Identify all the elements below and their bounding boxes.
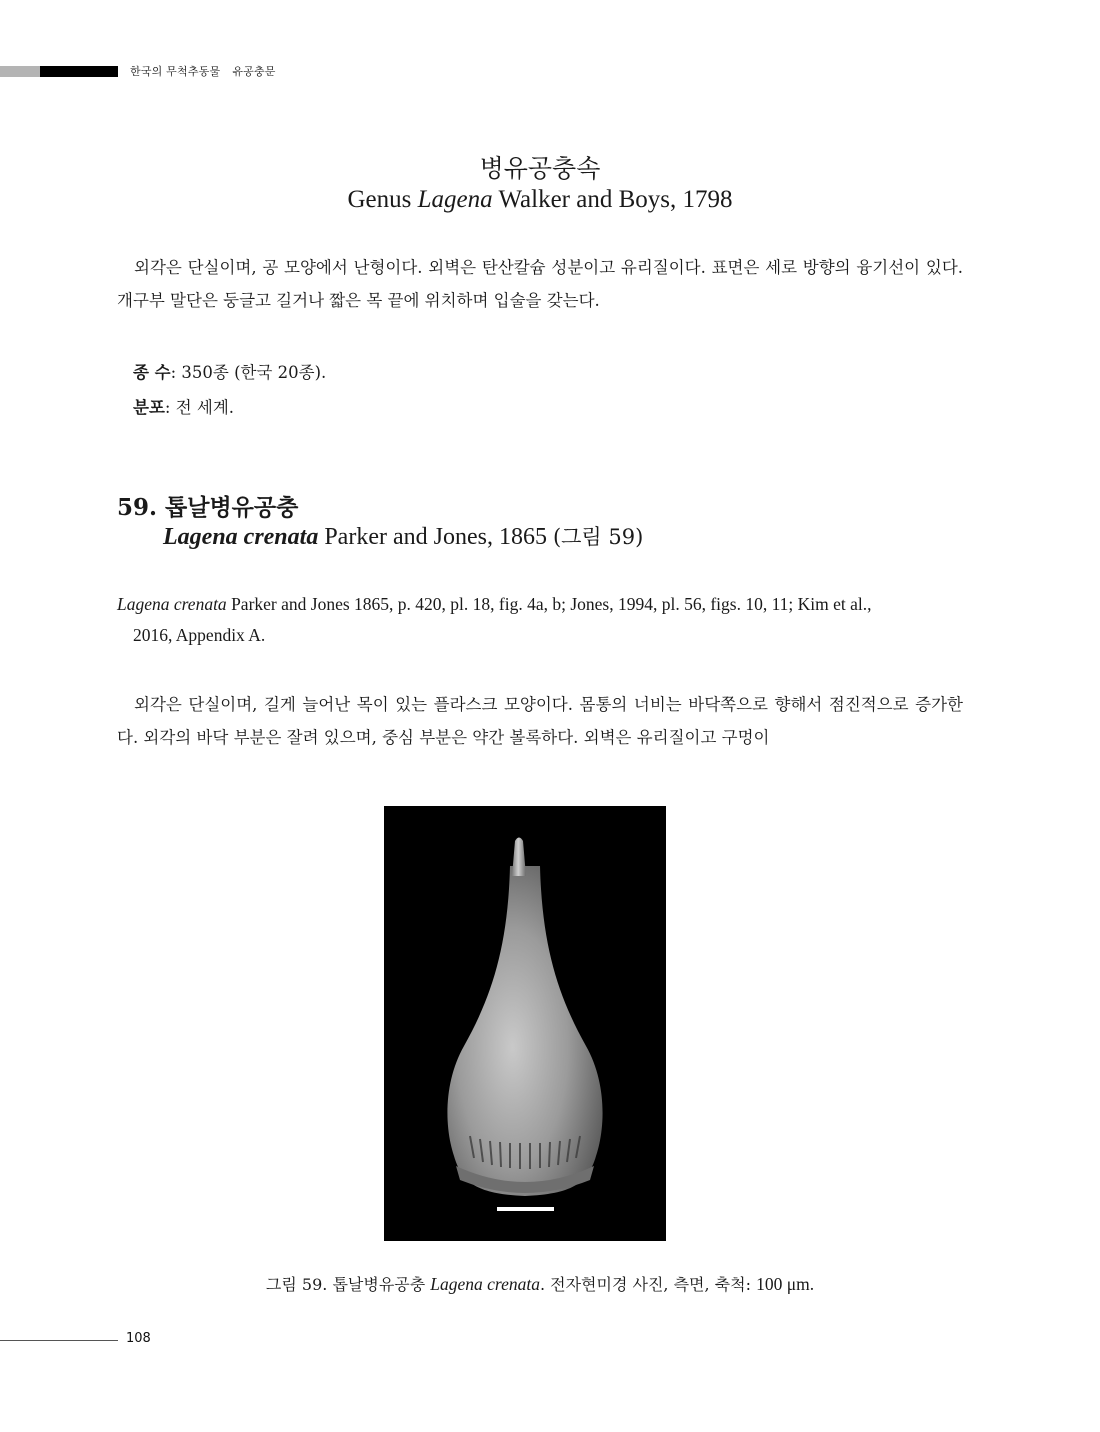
running-head: [130, 63, 276, 79]
synonymy-name: Lagena crenata: [117, 594, 227, 614]
genus-description: 외각은 단실이며, 공 모양에서 난형이다. 외벽은 탄산칼슘 성분이고 유리질이다. 표면은 세로 방향의 융기선이 있다. 개구부 말단은 둥글고 길거나 짧은 목 끝에 위치하며 입술을 갖는다.: [117, 258, 963, 310]
species-scientific-name: [163, 521, 643, 551]
genus-prefix: Genus: [347, 186, 418, 213]
header-bar-black: [40, 66, 118, 77]
foraminifera-specimen-image: [384, 806, 666, 1241]
genus-scientific-title: [0, 186, 1080, 214]
distribution: [133, 394, 234, 418]
running-subtitle: 유공충문: [232, 65, 276, 78]
species-description: 외각은 단실이며, 길게 늘어난 목이 있는 플라스크 모양이다. 몸통의 너비는 바닥쪽으로 향해서 점진적으로 증가한다. 외각의 바닥 부분은 잘려 있으며, 중심 부분은 약간 볼록하다. 외벽은 유리질이고 구멍이: [117, 695, 963, 747]
specimen-body: [447, 866, 602, 1196]
caption-rest: . 전자현미경 사진, 측면, 축척:: [539, 1275, 757, 1294]
page-number: 108: [126, 1331, 151, 1346]
species-authority: Parker and Jones, 1865: [318, 524, 553, 550]
distribution-value: : 전 세계.: [164, 398, 235, 417]
caption-scale: 100 μm.: [756, 1274, 815, 1294]
synonymy-line1: Parker and Jones 1865, p. 420, pl. 18, fig. 4a, b; Jones, 1994, pl. 56, figs. 10, 11; Kim et al.,: [226, 594, 872, 614]
species-heading: 59. 톱날병유공충: [117, 494, 299, 521]
running-title: 한국의 무척추동물: [130, 65, 221, 78]
species-figure-ref: (그림 59): [552, 525, 644, 549]
species-count: [133, 359, 326, 383]
synonymy: [117, 589, 963, 651]
caption-species: Lagena crenata: [430, 1274, 540, 1294]
genus-authority: Walker and Boys, 1798: [492, 186, 733, 213]
footer-rule: [0, 1340, 118, 1341]
distribution-label: 분포: [133, 398, 165, 417]
header-bar-grey: [0, 66, 40, 77]
genus-korean-title: 병유공충속: [479, 154, 601, 183]
figure-caption: [0, 1272, 1080, 1295]
specimen-neck: [512, 838, 526, 877]
species-count-value: : 350종 (한국 20종).: [170, 363, 327, 382]
species-binomial: Lagena crenata: [163, 524, 319, 550]
species-count-label: 종 수: [133, 363, 171, 382]
sem-photograph: [384, 806, 666, 1241]
scale-bar: [497, 1207, 554, 1211]
synonymy-line2: 2016, Appendix A.: [133, 625, 266, 645]
caption-label: 그림 59. 톱날병유공충: [265, 1275, 431, 1294]
genus-name: Lagena: [417, 186, 493, 213]
